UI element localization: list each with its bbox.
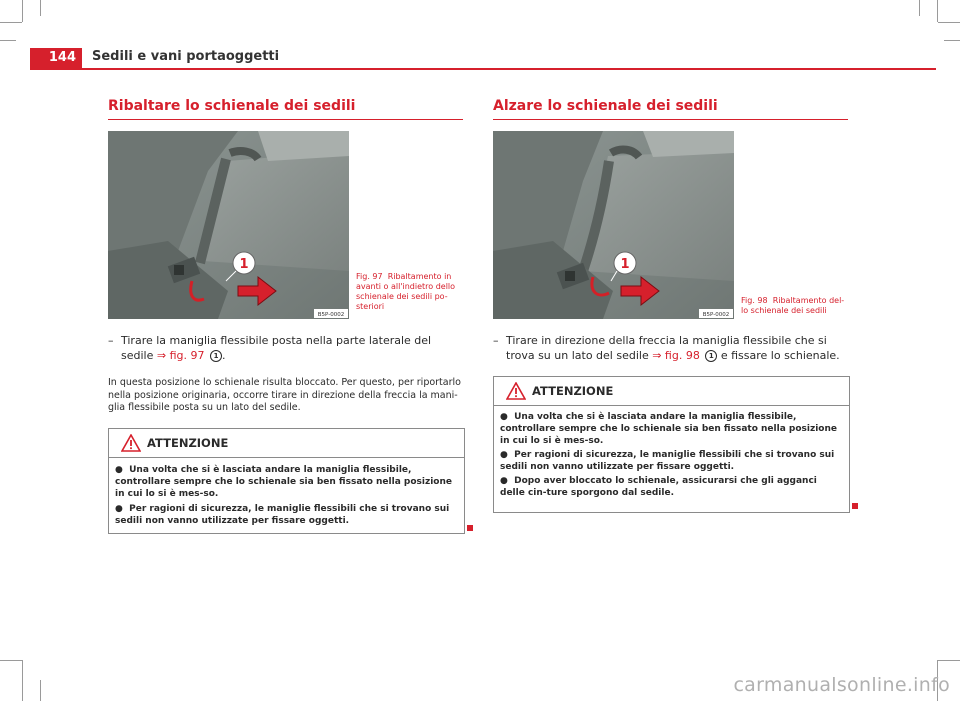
section-rule-right xyxy=(493,119,848,120)
callout-number: 1 xyxy=(210,350,222,362)
caption-text: Ribaltamento del-lo schienale dei sedili xyxy=(741,296,845,315)
figure-link[interactable]: ⇒ fig. 98 xyxy=(652,349,700,362)
crop-mark xyxy=(22,0,23,22)
body-paragraph: In questa posizione lo schienale risulta bloccato. Per questo, per riportarlo nella posizione originaria, occorre tirare in direzione della freccia la mani-glia flessibile posta su un lato del sedile. xyxy=(108,377,461,413)
warning-item: ● Una volta che si è lasciata andare la maniglia flessibile, controllare sempre che lo schienale sia ben fissato nella posizione in cui lo si è mes-so. xyxy=(115,465,452,499)
caption-label: Fig. 98 xyxy=(741,296,768,305)
watermark: carmanualsonline.info xyxy=(733,674,950,696)
figure-callout: 1 xyxy=(620,257,630,272)
step-dash: – xyxy=(108,334,114,347)
page-number: 144 xyxy=(30,48,82,68)
section-title-right: Alzare lo schienale dei sedili xyxy=(493,98,718,114)
caption-text: Ribaltamento in avanti o all'indietro dello schienale dei sedili po-steriori xyxy=(356,272,456,311)
caption-label: Fig. 97 xyxy=(356,272,383,281)
warning-triangle-icon xyxy=(506,382,526,400)
warning-title: ATTENZIONE xyxy=(532,384,614,398)
section-rule-left xyxy=(108,119,463,120)
crop-mark xyxy=(938,660,960,661)
seat-illustration xyxy=(108,131,349,319)
warning-title: ATTENZIONE xyxy=(147,436,229,450)
warning-item: ● Una volta che si è lasciata andare la maniglia flessibile, controllare sempre che lo schienale sia ben fissato nella posizione in cui lo si è mes-so. xyxy=(500,412,837,446)
crop-mark xyxy=(40,0,41,16)
crop-mark xyxy=(0,40,16,41)
header-rule xyxy=(30,68,936,70)
chapter-title: Sedili e vani portaoggetti xyxy=(92,49,280,64)
figure-callout: 1 xyxy=(239,257,249,272)
warning-item: ● Per ragioni di sicurezza, le maniglie flessibili che si trovano sui sedili non vanno utilizzate per fissare oggetti. xyxy=(500,450,835,472)
instruction-step xyxy=(108,333,468,365)
crop-mark xyxy=(40,680,41,701)
section-title-left: Ribaltare lo schienale dei sedili xyxy=(108,98,356,114)
figure-97-caption xyxy=(356,272,466,312)
seat-illustration xyxy=(493,131,734,319)
crop-mark xyxy=(938,22,960,23)
figure-97-image xyxy=(108,131,349,319)
step-text: Tirare la maniglia flessibile posta nella parte laterale del sedile xyxy=(121,334,432,362)
section-end-mark xyxy=(467,525,473,531)
warning-item: ● Dopo aver bloccato lo schienale, assicurarsi che gli agganci delle cin-ture sporgono dal sedile. xyxy=(500,476,817,498)
warning-box-left xyxy=(108,428,465,534)
figure-98-image xyxy=(493,131,734,319)
instruction-step xyxy=(493,333,853,365)
crop-mark xyxy=(937,0,938,22)
figure-link[interactable]: ⇒ fig. 97 xyxy=(156,349,205,362)
warning-header xyxy=(109,429,464,458)
figure-code: B5P-0002 xyxy=(317,312,345,318)
crop-mark xyxy=(22,660,23,701)
step-tail: . xyxy=(222,349,226,362)
warning-box-right xyxy=(493,376,850,513)
crop-mark xyxy=(944,40,960,41)
section-end-mark xyxy=(852,503,858,509)
crop-mark xyxy=(0,22,22,23)
warning-item: ● Per ragioni di sicurezza, le maniglie flessibili che si trovano sui sedili non vanno utilizzate per fissare oggetti. xyxy=(115,504,450,526)
step-text: Tirare in direzione della freccia la maniglia flessibile che si trova su un lato del sedile xyxy=(506,334,827,362)
step-dash: – xyxy=(493,334,499,347)
figure-98-caption xyxy=(741,296,851,316)
warning-header xyxy=(494,377,849,406)
step-tail: e fissare lo schienale. xyxy=(720,349,840,362)
crop-mark xyxy=(919,0,920,16)
crop-mark xyxy=(0,660,22,661)
figure-code: B5P-0002 xyxy=(702,312,730,318)
warning-triangle-icon xyxy=(121,434,141,452)
callout-number: 1 xyxy=(705,350,717,362)
